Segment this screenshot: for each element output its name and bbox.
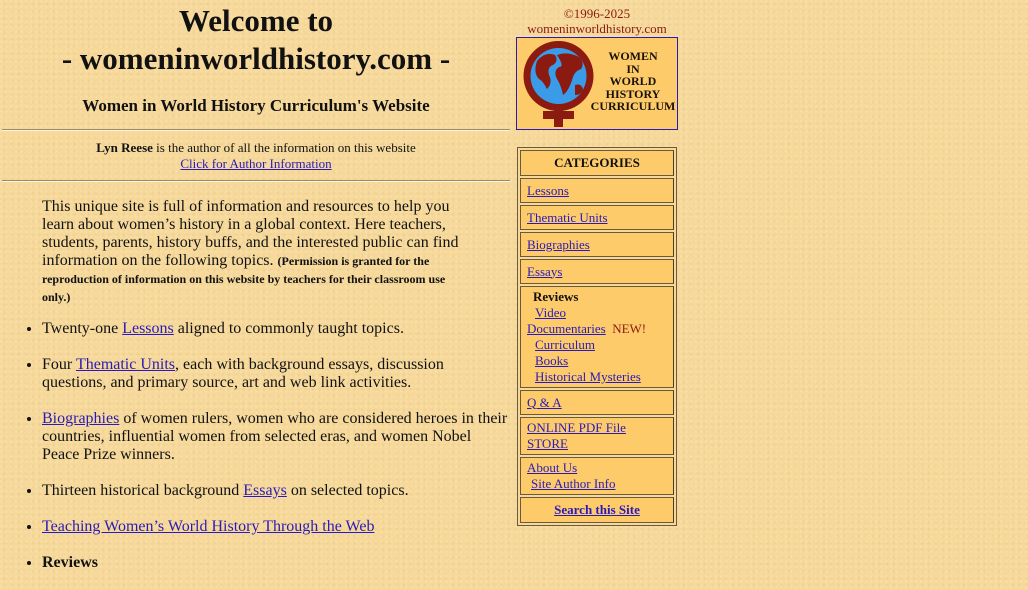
reviews-label: Reviews — [533, 289, 579, 304]
teaching-through-web-link[interactable]: Teaching Women’s World History Through the Web — [42, 518, 375, 535]
nav-site-author-info[interactable]: Site Author Info — [531, 476, 616, 491]
main-content — [2, 0, 510, 590]
welcome-line: Welcome to — [178, 3, 334, 38]
nav-qa[interactable]: Q & A — [527, 394, 562, 410]
nav-reviews-group — [520, 286, 674, 388]
lessons-link[interactable]: Lessons — [122, 320, 174, 337]
logo-line: CURRICULUM — [590, 99, 676, 114]
topics-list — [2, 320, 510, 572]
thematic-units-link[interactable]: Thematic Units — [75, 356, 176, 373]
biographies-link[interactable]: Biographies — [42, 410, 120, 427]
nav-essays[interactable]: Essays — [527, 263, 563, 279]
list-item — [42, 410, 510, 464]
item-text: Thirteen historical background — [42, 482, 244, 499]
logo-line: WORLD — [609, 74, 657, 89]
logo-text — [589, 50, 677, 113]
new-badge: NEW! — [612, 321, 647, 336]
item-text: of women rulers, women who are considered heroes in their countries, influential women from selected eras, and women Nobel Peace Prize winners. — [42, 410, 508, 463]
copyright-domain: womeninworldhistory.com — [527, 21, 667, 36]
item-text: aligned to commonly taught topics. — [173, 320, 404, 337]
item-text: Four — [42, 356, 76, 373]
permission-note: (Permission is granted for the reproduction of information on this website by teachers for their classroom use only.) — [42, 254, 446, 304]
intro-text: This unique site is full of information and resources to help you learn about women’s history in a global context. Here teachers, students, parents, history buffs, and the interested public can find information on the following topics. — [42, 198, 459, 269]
page-title — [2, 2, 510, 78]
logo-line: HISTORY — [605, 86, 661, 101]
item-text: on selected topics. — [286, 482, 409, 499]
list-item — [42, 320, 510, 338]
list-item — [42, 482, 510, 500]
reviews-heading: Reviews — [42, 554, 98, 571]
nav-reviews-documentaries[interactable]: Documentaries — [527, 321, 606, 336]
categories-title: CATEGORIES — [520, 150, 674, 176]
copyright-years: ©1996-2025 — [563, 6, 631, 21]
item-text: Twenty-one — [42, 320, 123, 337]
list-item — [42, 554, 510, 572]
nav-lessons[interactable]: Lessons — [527, 182, 569, 198]
author-text: is the author of all the information on this website — [152, 140, 416, 155]
author-name: Lyn Reese — [96, 140, 153, 155]
nav-about-group — [520, 457, 674, 495]
nav-pdf-store[interactable]: ONLINE PDF File STORE — [527, 420, 626, 451]
site-logo[interactable] — [516, 37, 678, 130]
nav-reviews-video[interactable]: Video — [535, 305, 566, 320]
intro-paragraph — [42, 198, 462, 306]
nav-about-us[interactable]: About Us — [527, 460, 578, 475]
categories-nav — [517, 147, 677, 526]
list-item — [42, 356, 510, 392]
author-info-link[interactable]: Click for Author Information — [180, 156, 332, 171]
nav-biographies[interactable]: Biographies — [527, 236, 590, 252]
list-item — [42, 518, 510, 536]
essays-link[interactable]: Essays — [243, 482, 287, 499]
page-subtitle: Women in World History Curriculum's Website — [82, 96, 430, 115]
item-text: , each with background essays, discussion questions, and primary source, art and web link activities. — [42, 356, 444, 391]
copyright — [516, 6, 678, 36]
site-name: - womeninworldhistory.com - — [61, 41, 451, 76]
nav-reviews-books[interactable]: Books — [535, 353, 569, 368]
divider — [2, 180, 510, 182]
search-site-link[interactable]: Search this Site — [554, 502, 640, 517]
nav-reviews-curriculum[interactable]: Curriculum — [535, 337, 595, 352]
nav-reviews-mysteries[interactable]: Historical Mysteries — [535, 369, 641, 384]
nav-thematic-units[interactable]: Thematic Units — [527, 209, 608, 225]
globe-venus-icon — [519, 41, 599, 127]
sidebar-header — [516, 0, 678, 130]
author-block — [2, 131, 510, 180]
logo-line: IN — [626, 61, 640, 76]
logo-line: WOMEN — [608, 49, 658, 63]
